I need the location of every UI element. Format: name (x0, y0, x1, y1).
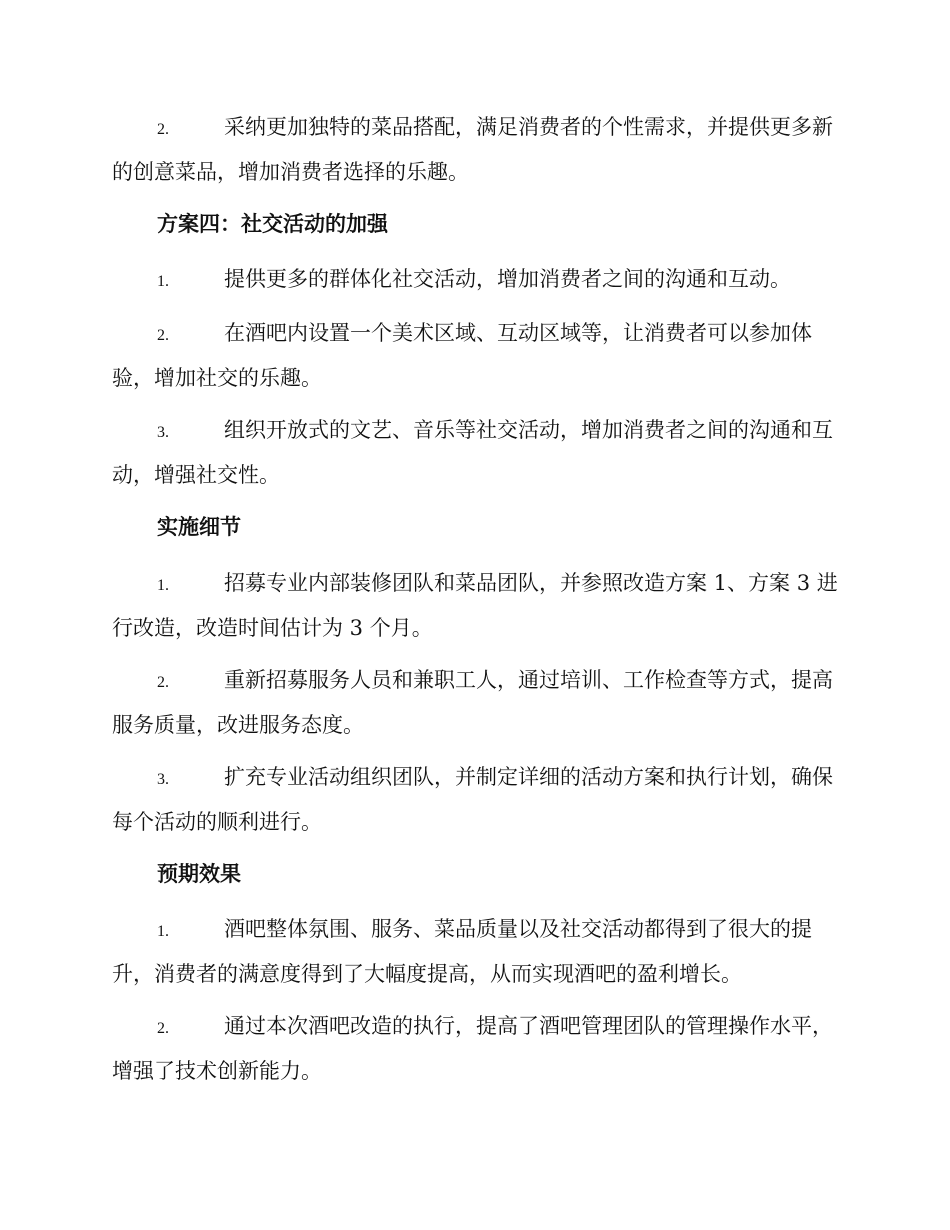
list-item (112, 659, 842, 747)
section-heading: 方案四：社交活动的加强 (157, 212, 388, 236)
section-heading: 实施细节 (157, 515, 241, 539)
section-heading: 预期效果 (157, 862, 241, 886)
list-item-number: 2. (157, 674, 169, 691)
list-item-number: 2. (157, 1020, 169, 1037)
list-item (112, 1005, 842, 1093)
list-item-text: 重新招募服务人员和兼职工人，通过培训、工作检查等方式，提高服务质量，改进服务态度。 (112, 668, 833, 737)
list-item-text: 扩充专业活动组织团队，并制定详细的活动方案和执行计划，确保每个活动的顺利进行。 (112, 765, 833, 834)
list-item-text: 提供更多的群体化社交活动，增加消费者之间的沟通和互动。 (224, 267, 791, 291)
list-item (112, 258, 842, 303)
list-item-text: 采纳更加独特的菜品搭配，满足消费者的个性需求，并提供更多新的创意菜品，增加消费者选择的乐趣。 (112, 115, 833, 184)
list-item (112, 312, 842, 400)
list-item (112, 562, 842, 650)
list-item-text: 酒吧整体氛围、服务、菜品质量以及社交活动都得到了很大的提升，消费者的满意度得到了大幅度提高，从而实现酒吧的盈利增长。 (112, 917, 812, 986)
list-item-text: 在酒吧内设置一个美术区域、互动区域等，让消费者可以参加体验，增加社交的乐趣。 (112, 321, 812, 390)
list-item-number: 2. (157, 327, 169, 344)
list-item-number: 1. (157, 273, 169, 290)
list-item-text: 通过本次酒吧改造的执行，提高了酒吧管理团队的管理操作水平，增强了技术创新能力。 (112, 1014, 833, 1083)
list-item (112, 106, 842, 194)
list-item-text: 招募专业内部装修团队和菜品团队，并参照改造方案 1、方案 3 进行改造，改造时间估计为 3 个月。 (112, 571, 838, 640)
list-item-number: 2. (157, 121, 169, 138)
list-item-text: 组织开放式的文艺、音乐等社交活动，增加消费者之间的沟通和互动，增强社交性。 (112, 418, 833, 487)
list-item-number: 3. (157, 424, 169, 441)
list-item-number: 3. (157, 771, 169, 788)
list-item (112, 409, 842, 497)
list-item (112, 756, 842, 844)
list-item-number: 1. (157, 923, 169, 940)
list-item-number: 1. (157, 577, 169, 594)
list-item (112, 908, 842, 996)
